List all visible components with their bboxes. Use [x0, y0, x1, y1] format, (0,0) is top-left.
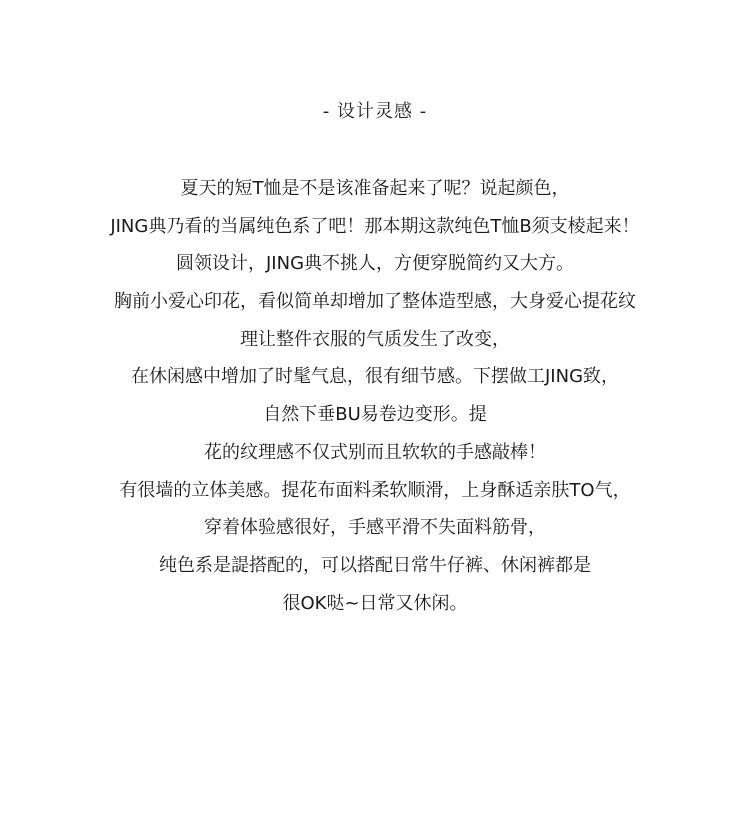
description-line: JING典乃看的当属纯色系了吧！那本期这款纯色T恤B须支棱起来！	[110, 215, 640, 237]
description-line: 有很墙的立体美感。提花布面料柔软顺滑，上身酥适亲肤TO气，	[119, 479, 631, 501]
description-line: 穿着体验感很好，手感平滑不失面料筋骨，	[204, 517, 546, 539]
description-text-block	[0, 170, 750, 622]
description-line: 夏天的短T恤是不是该准备起来了呢？说起颜色，	[180, 178, 570, 199]
description-line: 很OK哒~日常又休闲。	[282, 592, 468, 614]
section-title: - 设计灵感 -	[322, 101, 428, 122]
description-line: 自然下垂BU易卷边变形。提	[263, 404, 487, 426]
description-line: 纯色系是諟搭配的，可以搭配日常牛仔裤、休闲裤都是	[159, 554, 591, 576]
description-line: 圆领设计，JING典不挑人，方便穿脱简约又大方。	[175, 253, 575, 275]
description-line: 胸前小爱心印花，看似简单却增加了整体造型感，大身爱心提花纹	[114, 291, 636, 313]
description-line: 花的纹理感不仅式别而且软软的手感敲棒！	[204, 441, 546, 463]
description-line: 在休闲感中增加了时髦气息，很有细节感。下摆做工JING致，	[130, 366, 620, 388]
description-line: 理让整件衣服的气质发生了改变，	[240, 328, 510, 350]
